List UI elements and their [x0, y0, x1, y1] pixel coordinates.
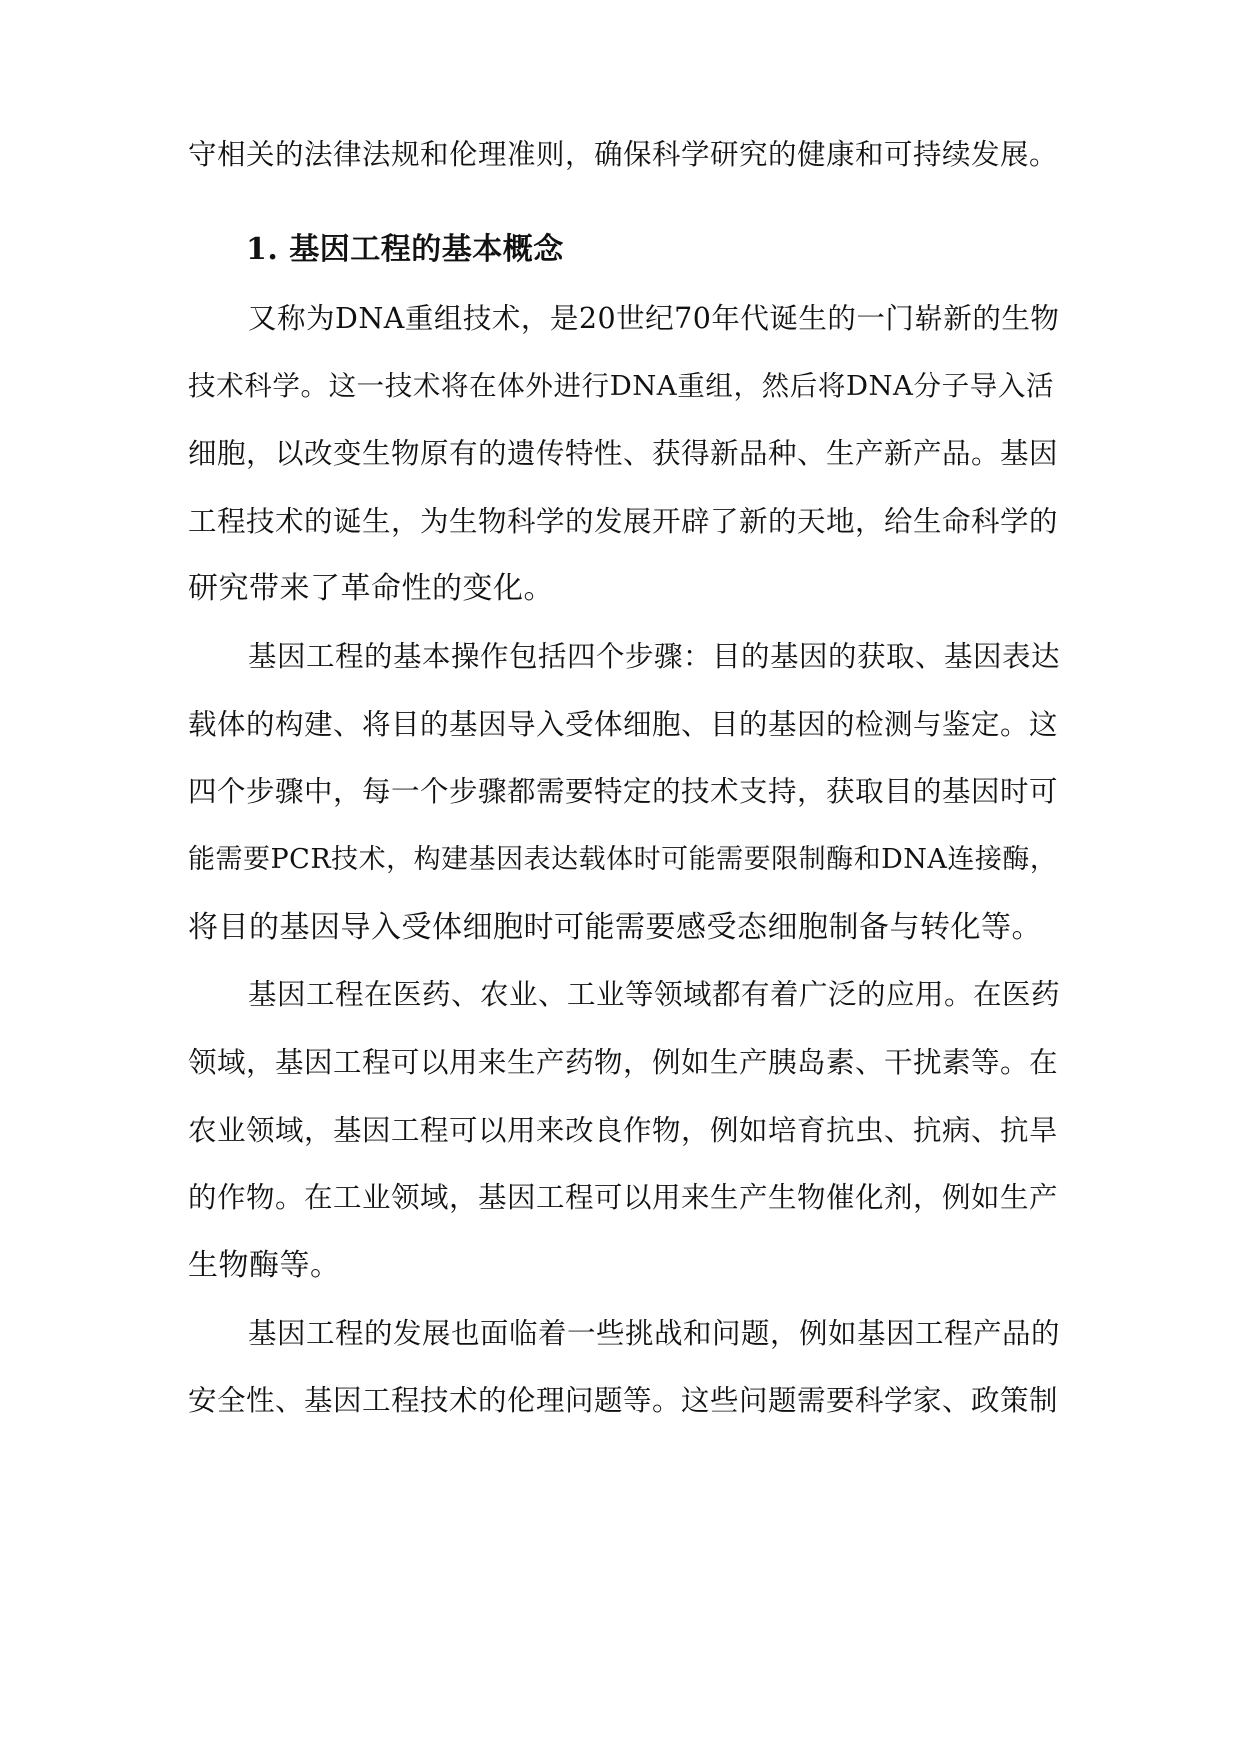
paragraph-1-line-5: 研究带来了革命性的变化。: [188, 571, 554, 606]
paragraph-2-line-3: 四个步骤中，每一个步骤都需要特定的技术支持，获取目的基因时可: [188, 775, 1059, 808]
paragraph-3-line-4: 的作物。在工业领域，基因工程可以用来生产生物催化剂，例如生产: [188, 1181, 1059, 1214]
paragraph-2-line-4: 能需要PCR技术，构建基因表达载体时可能需要限制酶和DNA连接酶，: [188, 844, 1058, 875]
paragraph-3-line-2: 领域，基因工程可以用来生产药物，例如生产胰岛素、干扰素等。在: [188, 1046, 1059, 1079]
paragraph-4-line-1: 基因工程的发展也面临着一些挑战和问题，例如基因工程产品的: [248, 1317, 1061, 1350]
paragraph-3-line-3: 农业领域，基因工程可以用来改良作物，例如培育抗虫、抗病、抗旱: [188, 1114, 1059, 1147]
paragraph-2-line-5: 将目的基因导入受体细胞时可能需要感受态细胞制备与转化等。: [188, 910, 1042, 945]
paragraph-1-line-1: 又称为DNA重组技术，是20世纪70年代诞生的一门崭新的生物: [248, 302, 1060, 335]
paragraph-1-line-2: 技术科学。这一技术将在体外进行DNA重组，然后将DNA分子导入活: [188, 370, 1054, 402]
paragraph-2-line-2: 载体的构建、将目的基因导入受体细胞、目的基因的检测与鉴定。这: [188, 708, 1059, 741]
paragraph-1-line-4: 工程技术的诞生，为生物科学的发展开辟了新的天地，给生命科学的: [188, 505, 1059, 538]
paragraph-3-line-1: 基因工程在医药、农业、工业等领域都有着广泛的应用。在医药: [248, 978, 1061, 1011]
paragraph-4-line-2: 安全性、基因工程技术的伦理问题等。这些问题需要科学家、政策制: [188, 1384, 1059, 1417]
paragraph-1-line-3: 细胞，以改变生物原有的遗传特性、获得新品种、生产新产品。基因: [188, 437, 1059, 470]
paragraph-3-line-5: 生物酶等。: [188, 1248, 341, 1283]
paragraph-2-line-1: 基因工程的基本操作包括四个步骤：目的基因的获取、基因表达: [248, 640, 1061, 673]
intro-line: 守相关的法律法规和伦理准则，确保科学研究的健康和可持续发展。: [188, 138, 1059, 171]
section-heading: 1. 基因工程的基本概念: [246, 232, 564, 267]
